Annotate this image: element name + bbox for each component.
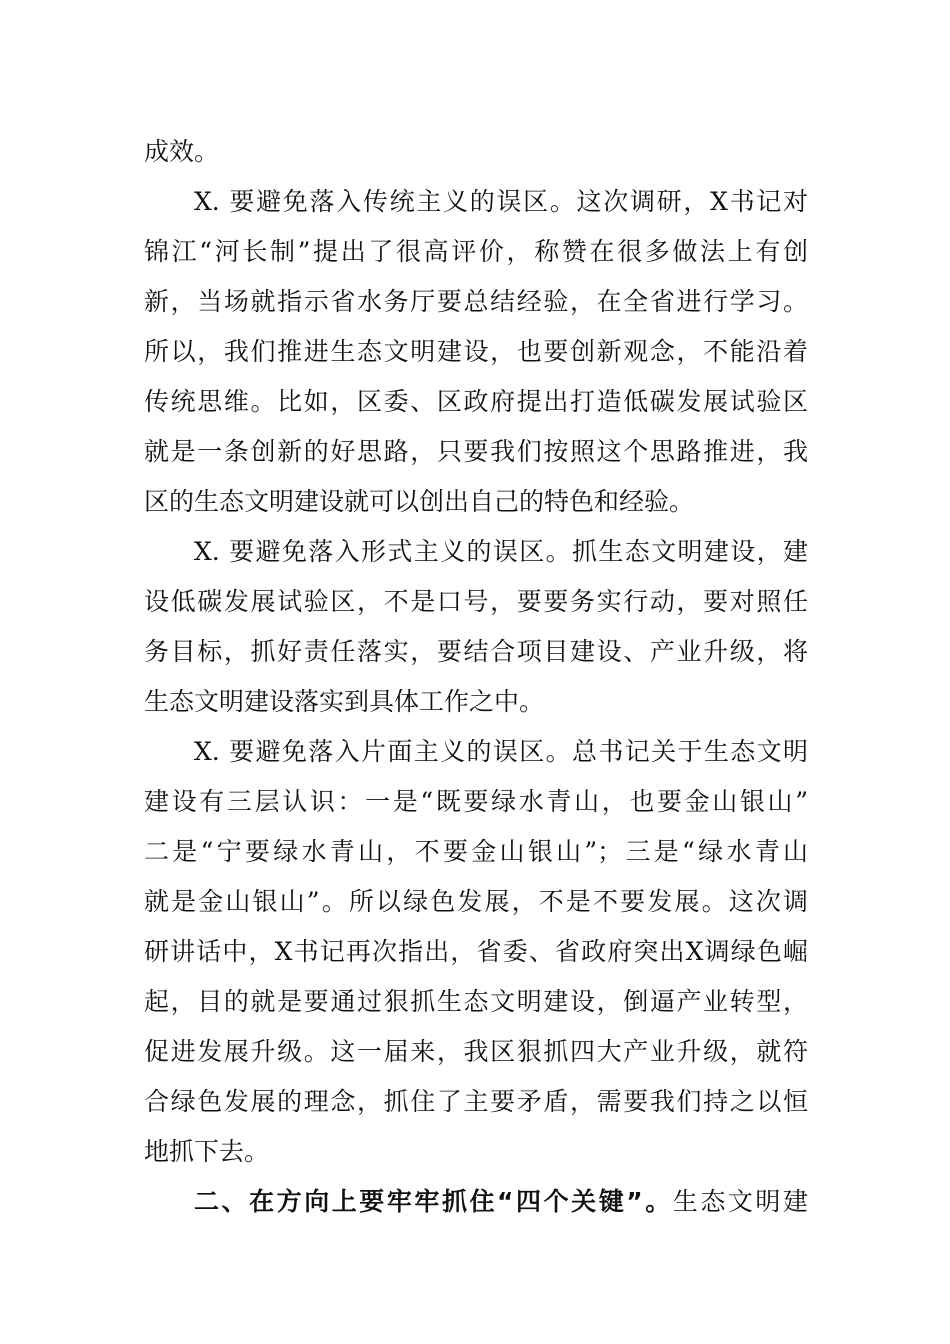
paragraph-line: 设低碳发展试验区，不是口号，要要务实行动，要对照任	[144, 587, 808, 616]
paragraph-line: 二是“宁要绿水青山，不要金山银山”；三是“绿水青山	[144, 837, 808, 866]
paragraph-line: 合绿色发展的理念，抓住了主要矛盾，需要我们持之以恒	[144, 1087, 808, 1116]
paragraph-line: 促进发展升级。这一届来，我区狠抓四大产业升级，就符	[144, 1037, 808, 1066]
paragraph-line: 建设有三层认识：一是“既要绿水青山，也要金山银山”	[144, 787, 808, 816]
paragraph-line: 就是金山银山”。所以绿色发展，不是不要发展。这次调	[144, 887, 808, 916]
paragraph-line: 锦江“河长制”提出了很高评价，称赞在很多做法上有创	[144, 237, 808, 266]
paragraph-line: 所以，我们推进生态文明建设，也要创新观念，不能沿着	[144, 337, 808, 366]
paragraph-line: X. 要避免落入形式主义的误区。抓生态文明建设，建	[194, 537, 808, 566]
paragraph-line: 传统思维。比如，区委、区政府提出打造低碳发展试验区	[144, 387, 808, 416]
paragraph-line: X. 要避免落入传统主义的误区。这次调研，X书记对	[194, 187, 808, 216]
paragraph-line: 就是一条创新的好思路，只要我们按照这个思路推进，我	[144, 437, 808, 466]
paragraph-line: 成效。	[144, 137, 220, 166]
paragraph-line: 地抓下去。	[144, 1137, 270, 1166]
section-heading	[194, 1186, 808, 1218]
paragraph-line: 区的生态文明建设就可以创出自己的特色和经验。	[144, 487, 695, 516]
paragraph-line: 起，目的就是要通过狠抓生态文明建设，倒逼产业转型，	[144, 987, 808, 1016]
paragraph-line: 研讲话中，X书记再次指出，省委、省政府突出X调绿色崛	[144, 937, 808, 966]
paragraph-line: X. 要避免落入片面主义的误区。总书记关于生态文明	[194, 737, 808, 766]
paragraph-line: 务目标，抓好责任落实，要结合项目建设、产业升级，将	[144, 637, 808, 666]
paragraph-line: 生态文明建设落实到具体工作之中。	[144, 687, 545, 716]
section-heading-rest: 生态文明建	[672, 1187, 808, 1216]
paragraph-line: 新，当场就指示省水务厅要总结经验，在全省进行学习。	[144, 287, 808, 316]
section-heading-bold: 二、在方向上要牢牢抓住“四个关键”。	[194, 1187, 673, 1216]
